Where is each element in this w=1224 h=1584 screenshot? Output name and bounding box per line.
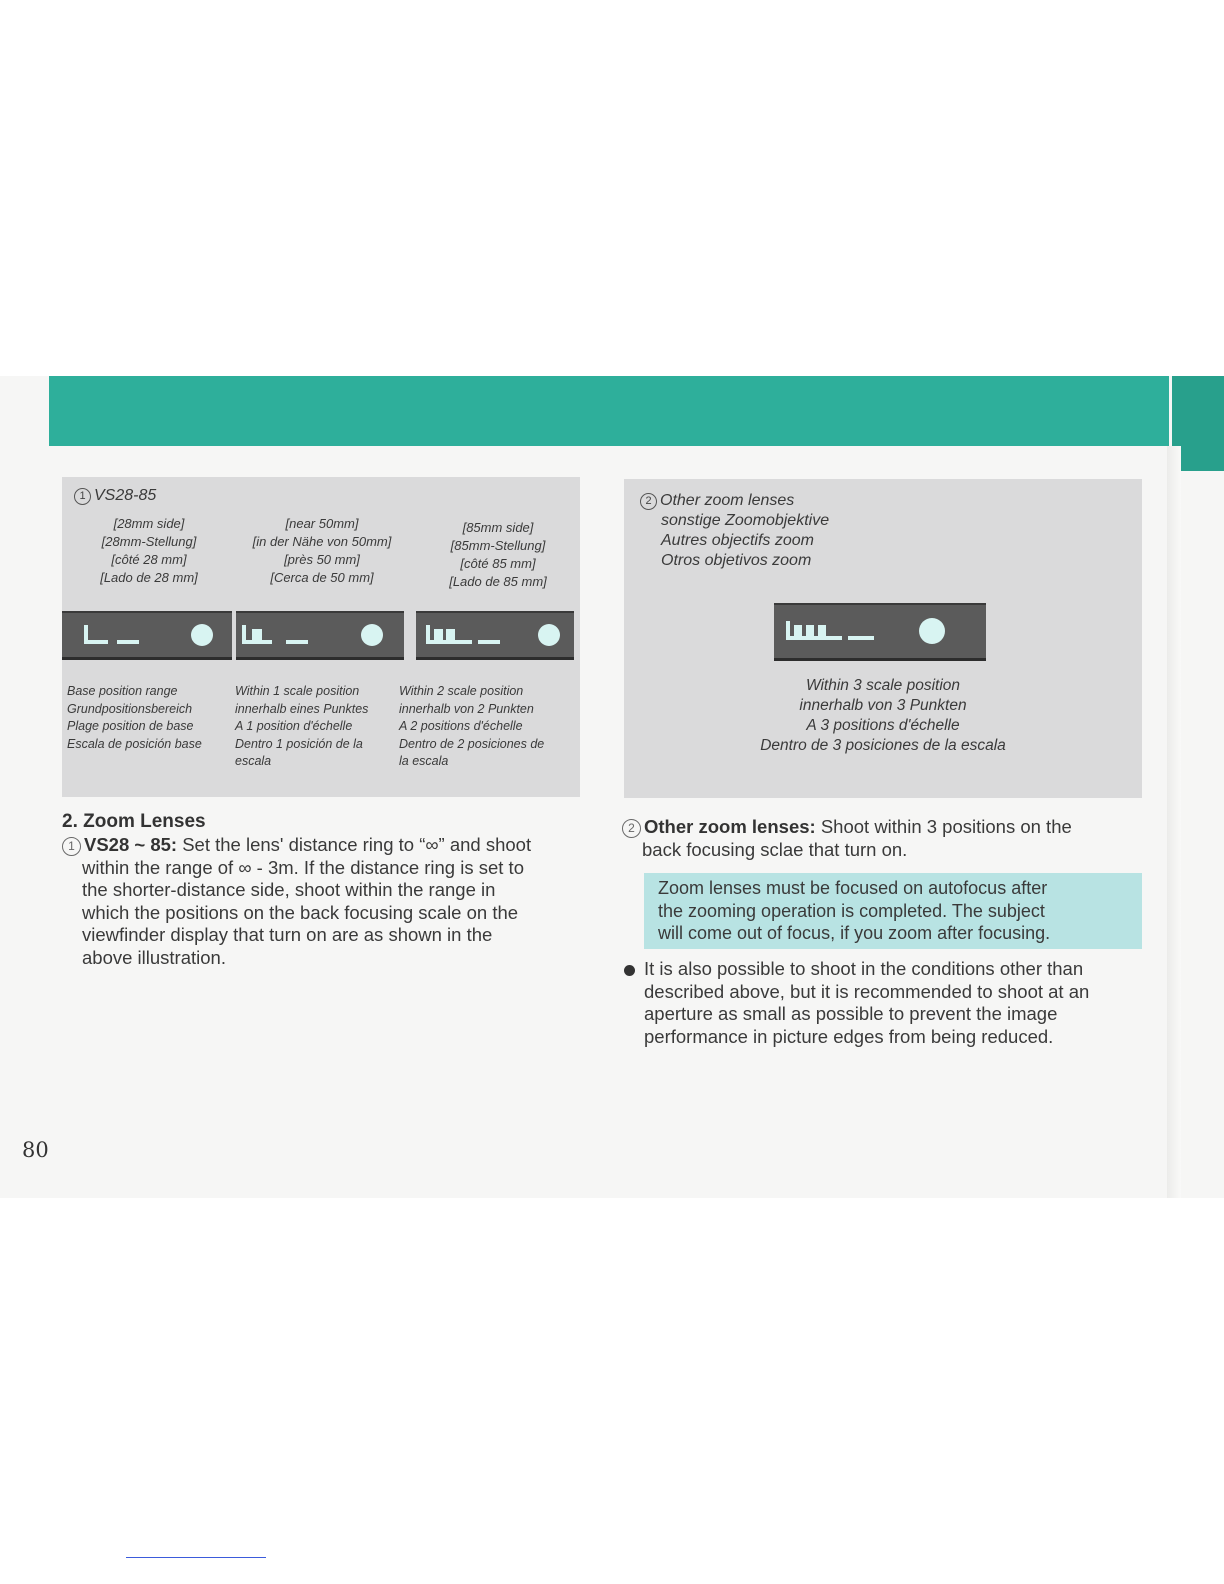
body-line: within the range of ∞ - 3m. If the distance ring is set to (82, 856, 524, 878)
focus-scale-icon (774, 605, 986, 658)
vs28-85-instructions (62, 834, 592, 969)
item-label: Other zoom lenses: (644, 816, 816, 837)
caption-line: Dentro de 2 posiciones de (399, 736, 545, 751)
label-line: [28mm side] (113, 516, 185, 531)
caption-line: A 1 position d'échelle (235, 719, 353, 733)
focus-scale-icon (236, 613, 404, 657)
header-band (49, 376, 1169, 446)
label-line: [Lado de 28 mm] (100, 570, 198, 585)
viewfinder-display-1-position (236, 611, 404, 660)
section-heading: 2. Zoom Lenses (62, 811, 206, 832)
title-line: Other zoom lenses (660, 492, 795, 509)
label-line: [in der Nähe von 50mm] (252, 534, 392, 549)
caption-line: Base position range (67, 684, 178, 698)
label-line: [près 50 mm] (284, 552, 360, 567)
caption-line: Dentro 1 posición de la (235, 736, 363, 751)
circled-number: 2 (640, 493, 657, 510)
page-spine (1167, 446, 1181, 1198)
panel-title-text: VS28-85 (94, 487, 157, 504)
caption-line: A 2 positions d'échelle (399, 719, 523, 733)
note-line: Zoom lenses must be focused on autofocus after (658, 878, 1048, 898)
viewfinder-display-base (62, 611, 232, 660)
viewfinder-display-3-positions (774, 603, 986, 661)
circled-number: 1 (74, 488, 91, 505)
title-line: Autres objectifs zoom (661, 532, 814, 549)
label-line: [Cerca de 50 mm] (270, 570, 374, 585)
bullet-line: performance in picture edges from being reduced. (644, 1025, 1054, 1047)
caption-line: innerhalb von 3 Punkten (799, 697, 967, 714)
body-line: Set the lens' distance ring to “∞” and shoot (177, 834, 532, 855)
label-line: [85mm side] (462, 520, 534, 535)
vs28-85-illustration-panel (62, 477, 580, 797)
caption-1-position (235, 683, 368, 771)
caption-line: Plage position de base (67, 719, 194, 733)
caption-base-position (67, 683, 202, 753)
focus-scale-icon (416, 613, 574, 657)
label-line: [côté 28 mm] (111, 552, 187, 567)
caption-line: escala (235, 754, 272, 768)
caption-line: Within 3 scale position (805, 677, 961, 694)
label-85mm-side (428, 519, 568, 591)
caption-line: Dentro de 3 posiciones de la escala (760, 737, 1006, 754)
caption-line: Within 2 scale position (399, 684, 524, 698)
label-line: [85mm-Stellung] (450, 538, 546, 553)
body-line: which the positions on the back focusing scale on the (82, 901, 519, 923)
bullet-line: aperture as small as possible to prevent the image (644, 1003, 1058, 1024)
note-line: the zooming operation is completed. The subject (658, 900, 1045, 921)
bullet-line: described above, but it is recommended to shoot at an (644, 980, 1090, 1002)
body-line: above illustration. (82, 946, 226, 968)
label-line: [near 50mm] (285, 516, 359, 531)
body-line: viewfinder display that turn on are as shown in the (82, 924, 493, 945)
autofocus-note (644, 873, 1142, 949)
caption-line: A 3 positions d'échelle (806, 717, 960, 734)
caption-line: Escala de posición base (67, 736, 202, 751)
panel-title (74, 487, 156, 505)
label-near-50mm (234, 515, 410, 587)
caption-line: Within 1 scale position (235, 684, 360, 698)
caption-3-positions (624, 676, 1142, 756)
label-line: [côté 85 mm] (460, 556, 536, 571)
footer-rule (126, 1557, 266, 1558)
item-label: VS28 ~ 85: (84, 834, 178, 855)
aperture-recommendation (624, 958, 1144, 1048)
label-line: [28mm-Stellung] (101, 534, 197, 549)
note-line: will come out of focus, if you zoom after focusing. (658, 923, 1051, 943)
circled-number: 2 (622, 819, 641, 838)
label-line: [Lado de 85 mm] (449, 574, 547, 589)
label-28mm-side (84, 515, 214, 587)
title-line: Otros objetivos zoom (661, 552, 812, 569)
caption-line: la escala (399, 754, 449, 768)
caption-2-positions (399, 683, 544, 771)
other-zoom-instructions (622, 816, 1142, 861)
other-zoom-illustration-panel (624, 479, 1142, 798)
body-line: the shorter-distance side, shoot within the range in (82, 879, 496, 900)
circled-number: 1 (62, 837, 81, 856)
page-number: 80 (22, 1138, 49, 1162)
bullet-line: It is also possible to shoot in the conditions other than (644, 958, 1084, 979)
viewfinder-display-2-positions (416, 611, 574, 660)
focus-scale-icon (62, 613, 232, 657)
panel-title (640, 491, 829, 571)
caption-line: innerhalb von 2 Punkten (399, 701, 534, 716)
body-line: Shoot within 3 positions on the (815, 816, 1072, 837)
caption-line: innerhalb eines Punktes (235, 701, 369, 716)
caption-line: Grundpositionsbereich (67, 701, 193, 716)
title-line: sonstige Zoomobjektive (661, 512, 830, 529)
bullet-icon (624, 965, 635, 976)
body-line: back focusing sclae that turn on. (642, 838, 908, 860)
